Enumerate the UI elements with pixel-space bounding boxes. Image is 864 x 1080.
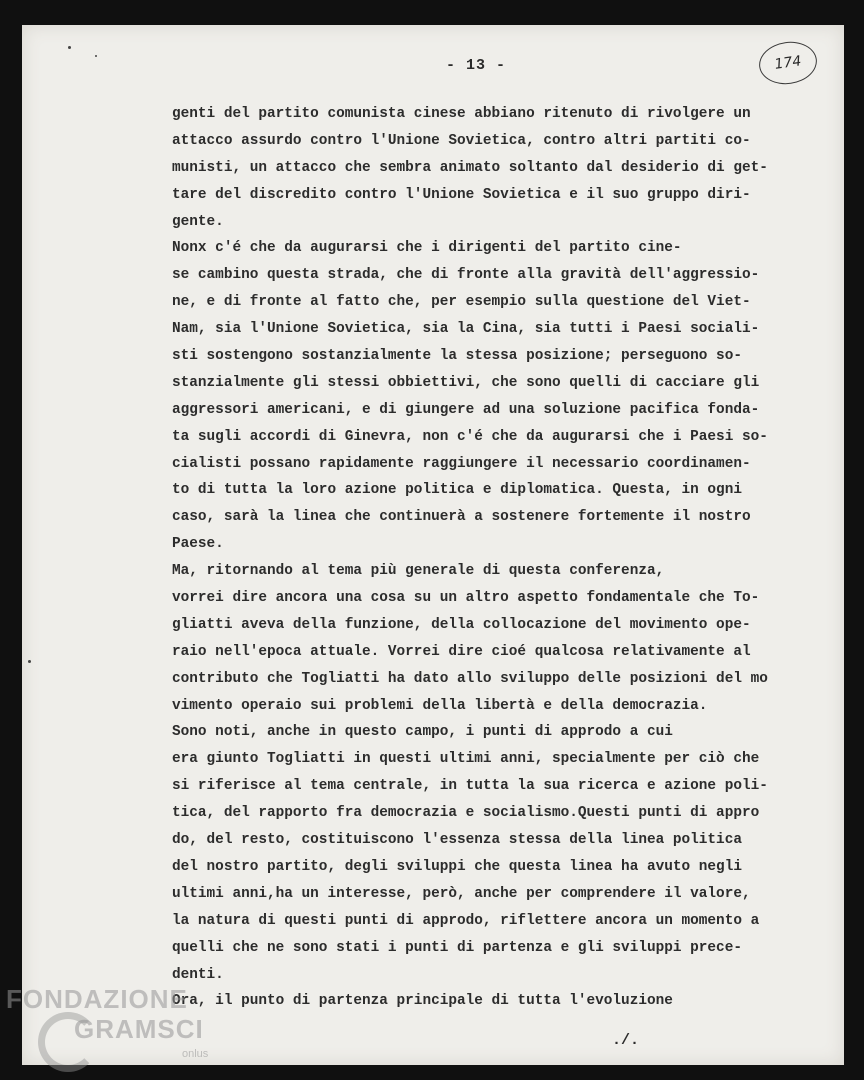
watermark-line-2: GRAMSCI — [74, 1014, 204, 1044]
text-line: gliatti aveva della funzione, della collocazione del movimento ope- — [172, 616, 751, 633]
page-number: - 13 - — [446, 57, 507, 74]
text-line: Nam, sia l'Unione Sovietica, sia la Cina, sia tutti i Paesi sociali- — [172, 321, 760, 338]
text-line: tica, del rapporto fra democrazia e socialismo.Questi punti di appro — [172, 805, 760, 822]
text-line: gente. — [172, 213, 224, 230]
text-line: quelli che ne sono stati i punti di partenza e gli sviluppi prece- — [172, 939, 742, 956]
text-line: aggressori americani, e di giungere ad una soluzione pacifica fonda- — [172, 401, 760, 418]
text-line: Paese. — [172, 536, 224, 553]
paper-speck — [28, 660, 31, 663]
text-line: cialisti possano rapidamente raggiungere il necessario coordinamen- — [172, 455, 751, 472]
text-line: tare del discredito contro l'Unione Sovietica e il suo gruppo diri- — [172, 186, 751, 203]
text-line: Sono noti, anche in questo campo, i punti di approdo a cui — [172, 724, 673, 741]
text-line: vimento operaio sui problemi della libertà e della democrazia. — [172, 697, 708, 714]
text-line: genti del partito comunista cinese abbiano ritenuto di rivolgere un — [172, 106, 751, 122]
text-line: Nonx c'é che da augurarsi che i dirigenti del partito cine- — [172, 240, 682, 257]
text-line: ne, e di fronte al fatto che, per esempio sulla questione del Viet- — [172, 294, 751, 311]
archive-number-stamp: 174 — [756, 38, 819, 88]
text-line: ta sugli accordi di Ginevra, non c'é che da augurarsi che i Paesi so- — [172, 428, 768, 445]
text-line: Ma, ritornando al tema più generale di questa conferenza, — [172, 563, 665, 580]
text-line: to di tutta la loro azione politica e diplomatica. Questa, in ogni — [172, 482, 742, 499]
text-line: Ora, il punto di partenza principale di tutta l'evoluzione — [172, 993, 673, 1010]
text-line: era giunto Togliatti in questi ultimi anni, specialmente per ciò che — [172, 751, 760, 768]
text-line: raio nell'epoca attuale. Vorrei dire cioé qualcosa relativamente al — [172, 643, 751, 660]
text-line: munisti, un attacco che sembra animato soltanto dal desiderio di get- — [172, 159, 768, 176]
text-line: caso, sarà la linea che continuerà a sostenere fortemente il nostro — [172, 509, 751, 526]
text-line: ultimi anni,ha un interesse, però, anche per comprendere il valore, — [172, 885, 751, 902]
typewritten-body — [172, 101, 822, 1015]
text-line: attacco assurdo contro l'Unione Sovietica, contro altri partiti co- — [172, 132, 751, 149]
text-line: sti sostengono sostanzialmente la stessa posizione; perseguono so- — [172, 348, 742, 365]
text-line: del nostro partito, degli sviluppi che questa linea ha avuto negli — [172, 858, 742, 875]
text-line: se cambino questa strada, che di fronte alla gravità dell'aggressio- — [172, 267, 760, 284]
text-line: la natura di questi punti di approdo, riflettere ancora un momento a — [172, 912, 760, 929]
text-line: contributo che Togliatti ha dato allo sviluppo delle posizioni del mo — [172, 670, 768, 687]
paper-speck — [95, 55, 97, 57]
text-line: si riferisce al tema centrale, in tutta la sua ricerca e azione poli- — [172, 778, 768, 795]
continuation-mark: ./. — [612, 1032, 640, 1049]
text-line: do, del resto, costituiscono l'essenza stessa della linea politica — [172, 832, 742, 849]
watermark-line-1: FONDAZIONE — [6, 984, 188, 1014]
text-line: vorrei dire ancora una cosa su un altro aspetto fondamentale che To- — [172, 590, 760, 607]
text-line: denti. — [172, 966, 224, 983]
paper-speck — [68, 46, 71, 49]
text-line: stanzialmente gli stessi obbiettivi, che sono quelli di cacciare gli — [172, 374, 760, 391]
watermark-line-3: onlus — [182, 1048, 209, 1060]
